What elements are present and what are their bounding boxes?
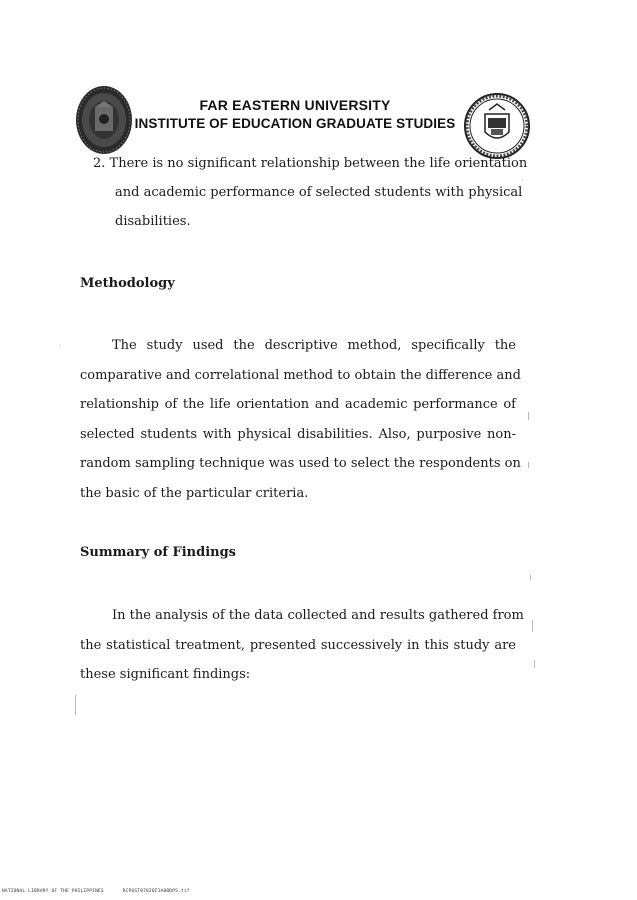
scan-speck (75, 695, 76, 715)
paragraph-line: relationship of the life orientation and academic performance of (80, 397, 516, 413)
paragraph-line: comparative and correlational method to obtain the difference and (80, 367, 521, 383)
summary-paragraph (80, 603, 524, 692)
paragraph-line: The study used the descriptive method, specifically the (112, 338, 516, 353)
paragraph-line: the statistical treatment, presented successively in this study are (80, 637, 516, 653)
methodology-heading: Methodology (80, 276, 175, 291)
paragraph-line: these significant findings: (80, 667, 251, 683)
university-name: FAR EASTERN UNIVERSITY (199, 97, 391, 113)
institute-seal-icon (463, 92, 531, 160)
paragraph-line: random sampling technique was used to select the respondents on (80, 456, 521, 472)
hypothesis-list-item (93, 152, 528, 239)
scan-speck (528, 462, 529, 468)
scan-speck (530, 575, 531, 580)
hypothesis-line: and academic performance of selected students with physical (115, 185, 523, 200)
scan-speck (60, 345, 61, 346)
hypothesis-line: disabilities. (115, 214, 191, 229)
letterhead (130, 96, 460, 134)
methodology-paragraph (80, 333, 521, 511)
scan-speck (522, 180, 523, 181)
library-label: NATIONAL LIBRARY OF THE PHILIPPINES (2, 889, 104, 894)
summary-heading: Summary of Findings (80, 545, 236, 560)
institute-name: INSTITUTE OF EDUCATION GRADUATE STUDIES (134, 116, 456, 131)
scan-speck (532, 620, 533, 632)
paragraph-line: In the analysis of the data collected and results gathered from (112, 608, 524, 623)
hypothesis-line: 2. There is no significant relationship between the life orientation (93, 156, 528, 171)
paragraph-line: selected students with physical disabilities. Also, purposive non- (80, 426, 516, 442)
scan-speck (534, 660, 535, 668)
scan-footer (2, 889, 206, 894)
scan-speck (528, 412, 529, 420)
paragraph-line: the basic of the particular criteria. (80, 485, 309, 501)
file-code: RCPOST07826F1A0BDPS.tif (122, 889, 190, 894)
feu-seal-icon (75, 85, 133, 155)
